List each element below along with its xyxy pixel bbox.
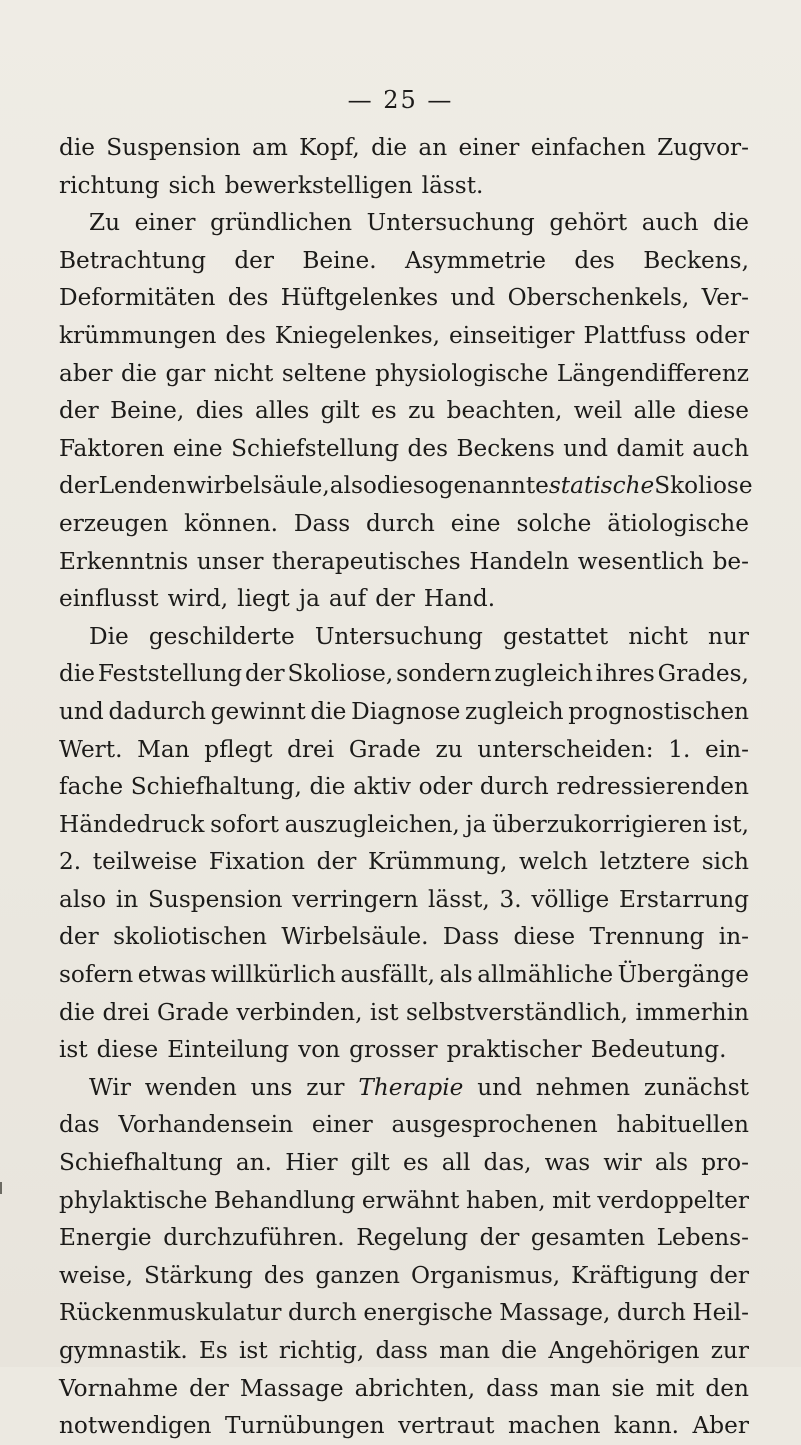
page-number-header: — 25 —	[347, 86, 454, 114]
text-line: das Vorhandensein einer ausgesprochenen habituellen	[59, 1111, 749, 1139]
text-line: aber die gar nicht seltene physiologische Längendifferenz	[59, 359, 749, 387]
text-line: notwendigen Turnübungen vertraut machen kann. Aber	[59, 1412, 749, 1440]
text-line: Schiefhaltung an. Hier gilt es all das, was wir als pro-	[59, 1149, 749, 1177]
text-line: fache Schiefhaltung, die aktiv oder durch redressierenden	[59, 773, 749, 801]
text-line: die Feststellung der Skoliose, sondern zugleich ihres Grades,	[59, 660, 749, 688]
text-line: krümmungen des Kniegelenkes, einseitiger Plattfuss oder	[59, 321, 749, 349]
text-line: der Beine, dies alles gilt es zu beachten, weil alle diese	[59, 397, 749, 425]
text-line: der Lendenwirbelsäule, also die sogenannte statische Skoliose	[59, 472, 753, 500]
text-line: die drei Grade verbinden, ist selbstverständlich, immerhin	[59, 998, 749, 1026]
margin-mark	[0, 1182, 2, 1194]
text-line: phylaktische Behandlung erwähnt haben, mit verdoppelter	[59, 1186, 749, 1214]
text-line: Rückenmuskulatur durch energische Massage, durch Heil-	[59, 1299, 749, 1327]
text-line: Erkenntnis unser therapeutisches Handeln wesentlich be-	[59, 547, 749, 575]
text-line: einflusst wird, liegt ja auf der Hand.	[59, 585, 496, 613]
text-line: Energie durchzuführen. Regelung der gesamten Lebens-	[59, 1224, 749, 1252]
text-line: die Suspension am Kopf, die an einer einfachen Zugvor-	[59, 134, 749, 161]
text-line: Vornahme der Massage abrichten, dass man sie mit den	[59, 1374, 749, 1402]
body-text	[59, 129, 753, 1445]
text-line: ist diese Einteilung von grosser praktischer Bedeutung.	[59, 1036, 727, 1064]
text-line: 2. teilweise Fixation der Krümmung, welch letztere sich	[59, 848, 749, 876]
text-line: Wert. Man pflegt drei Grade zu unterscheiden: 1. ein-	[59, 735, 749, 763]
text-line: weise, Stärkung des ganzen Organismus, Kräftigung der	[59, 1261, 749, 1289]
text-line: Zu einer gründlichen Untersuchung gehört auch die	[89, 209, 749, 237]
text-line: gymnastik. Es ist richtig, dass man die Angehörigen zur	[59, 1337, 749, 1364]
text-line: Händedruck sofort auszugleichen, ja überzukorrigieren ist,	[59, 810, 749, 838]
text-line: Faktoren eine Schiefstellung des Beckens und damit auch	[59, 434, 749, 462]
text-line: Deformitäten des Hüftgelenkes und Oberschenkels, Ver-	[59, 284, 749, 312]
text-line: richtung sich bewerkstelligen lässt.	[59, 171, 484, 199]
text-line: Wir wenden uns zur Therapie und nehmen zunächst	[89, 1073, 749, 1101]
text-line: und dadurch gewinnt die Diagnose zugleich prognostischen	[59, 697, 749, 725]
text-line: Die geschilderte Untersuchung gestattet nicht nur	[89, 622, 749, 650]
text-line: erzeugen können. Dass durch eine solche ätiologische	[59, 509, 749, 537]
text-line: Betrachtung der Beine. Asymmetrie des Beckens,	[59, 246, 749, 274]
text-line: sofern etwas willkürlich ausfällt, als allmähliche Übergänge	[59, 961, 749, 989]
text-line: der skoliotischen Wirbelsäule. Dass diese Trennung in-	[59, 923, 749, 951]
text-line: also in Suspension verringern lässt, 3. völlige Erstarrung	[59, 885, 749, 913]
